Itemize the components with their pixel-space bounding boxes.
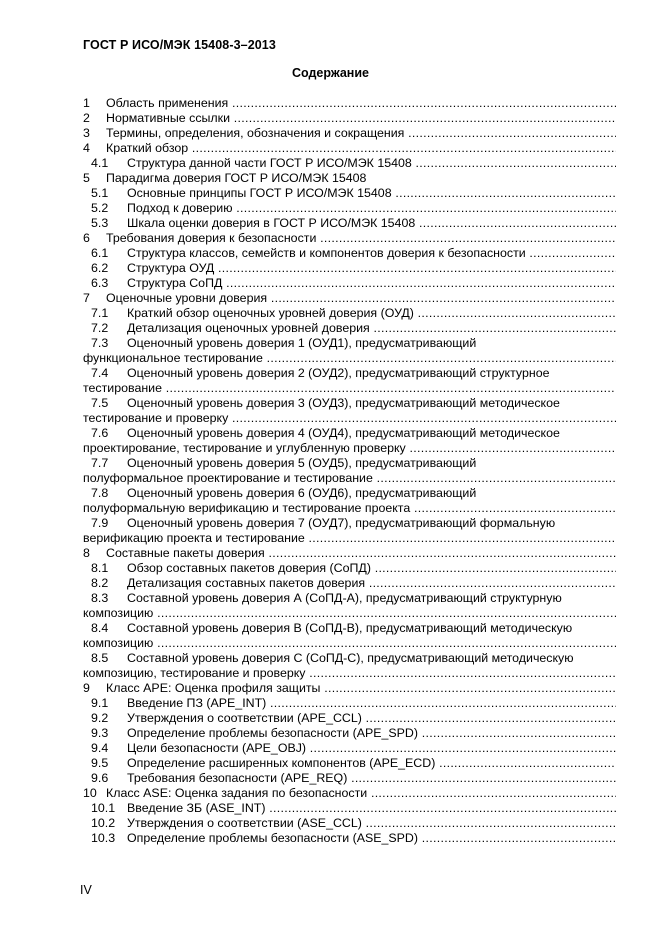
toc-entry-title: полуформальное проектирование и тестирование ..... — [83, 471, 616, 486]
toc-entry-title: Требования доверия к безопасности ..... — [106, 231, 616, 246]
toc-entry-title: функциональное тестирование ..... — [83, 351, 616, 366]
toc-entry[interactable] — [83, 291, 616, 306]
table-of-contents — [83, 96, 616, 846]
toc-entry-number: 9.4 — [91, 741, 109, 755]
toc-entry-title: Введение ЗБ (ASE_INT) ..... — [127, 801, 616, 816]
toc-entry-number: 5.2 — [91, 201, 109, 215]
toc-entry-number: 1 — [83, 96, 90, 110]
toc-entry[interactable] — [83, 351, 616, 366]
toc-entry-number: 8.4 — [91, 621, 109, 635]
toc-entry[interactable] — [83, 261, 616, 276]
toc-entry-number: 6.1 — [91, 246, 109, 260]
toc-entry-title: Детализация оценочных уровней доверия ..... — [127, 321, 616, 336]
toc-entry-number: 5.1 — [91, 186, 109, 200]
toc-entry-title: Структура классов, семейств и компонентов доверия к безопасности ..... — [127, 246, 616, 261]
toc-entry[interactable] — [83, 816, 616, 831]
toc-entry-number: 7.6 — [91, 426, 109, 440]
toc-entry-title: Оценочный уровень доверия 3 (ОУД3), предусматривающий методическое — [127, 396, 560, 410]
toc-entry[interactable] — [83, 336, 616, 351]
toc-entry[interactable] — [83, 441, 616, 456]
toc-entry-title: Оценочные уровни доверия ..... — [106, 291, 616, 306]
toc-entry[interactable] — [83, 696, 616, 711]
toc-entry-number: 10.3 — [91, 831, 116, 845]
toc-entry-title: Составной уровень доверия В (СоПД-В), предусматривающий методическую — [127, 621, 573, 635]
toc-entry[interactable] — [83, 516, 616, 531]
toc-entry-title: Шкала оценки доверия в ГОСТ Р ИСО/МЭК 15408 ..... — [127, 216, 616, 231]
toc-entry[interactable] — [83, 651, 616, 666]
toc-entry-title: тестирование ..... — [83, 381, 616, 396]
toc-entry-number: 9.2 — [91, 711, 109, 725]
toc-entry[interactable] — [83, 231, 616, 246]
toc-entry[interactable] — [83, 786, 616, 801]
toc-entry-number: 10.1 — [91, 801, 116, 815]
toc-entry-title: Требования безопасности (APE_REQ) ..... — [127, 771, 616, 786]
toc-entry[interactable] — [83, 771, 616, 786]
toc-entry[interactable] — [83, 201, 616, 216]
toc-entry-title: Составной уровень доверия А (СоПД-А), предусматривающий структурную — [127, 591, 562, 605]
toc-entry[interactable] — [83, 711, 616, 726]
toc-entry-title: Определение проблемы безопасности (APE_SPD) ..... — [127, 726, 616, 741]
toc-entry[interactable] — [83, 411, 616, 426]
toc-entry[interactable] — [83, 426, 616, 441]
toc-entry-title: Оценочный уровень доверия 7 (ОУД7), предусматривающий формальную — [127, 516, 556, 530]
toc-entry-number: 9.5 — [91, 756, 109, 770]
toc-entry-title: Термины, определения, обозначения и сокращения ..... — [106, 126, 616, 141]
toc-entry-title: тестирование и проверку ..... — [83, 411, 616, 426]
toc-entry[interactable] — [83, 756, 616, 771]
toc-entry[interactable] — [83, 831, 616, 846]
toc-entry[interactable] — [83, 186, 616, 201]
toc-entry[interactable] — [83, 156, 616, 171]
toc-entry-title: верификацию проекта и тестирование ..... — [83, 531, 616, 546]
toc-entry-number: 7.8 — [91, 486, 109, 500]
toc-entry-number: 7.1 — [91, 306, 109, 320]
toc-entry[interactable] — [83, 111, 616, 126]
toc-entry[interactable] — [83, 366, 616, 381]
toc-entry-title: Цели безопасности (APE_OBJ) ..... — [127, 741, 616, 756]
toc-entry-title: Структура ОУД ..... — [127, 261, 616, 276]
toc-entry-title: Основные принципы ГОСТ Р ИСО/МЭК 15408 ..... — [127, 186, 616, 201]
toc-entry-number: 7.7 — [91, 456, 109, 470]
toc-entry[interactable] — [83, 216, 616, 231]
toc-entry-title: Оценочный уровень доверия 5 (ОУД5), предусматривающий — [127, 456, 477, 470]
toc-entry-number: 7.2 — [91, 321, 109, 335]
toc-entry-title: Оценочный уровень доверия 1 (ОУД1), предусматривающий — [127, 336, 477, 350]
toc-entry-number: 4.1 — [91, 156, 109, 170]
toc-entry[interactable] — [83, 471, 616, 486]
toc-entry-title: Краткий обзор ..... — [106, 141, 616, 156]
toc-entry-title: Нормативные ссылки ..... — [106, 111, 616, 126]
toc-entry-title: Класс ASE: Оценка задания по безопасности ..... — [106, 786, 616, 801]
toc-entry[interactable] — [83, 741, 616, 756]
toc-entry[interactable] — [83, 126, 616, 141]
document-code: ГОСТ Р ИСО/МЭК 15408-3–2013 — [83, 38, 276, 52]
toc-entry-title: композицию ..... — [83, 636, 616, 651]
toc-entry[interactable] — [83, 576, 616, 591]
toc-entry[interactable] — [83, 726, 616, 741]
toc-entry[interactable] — [83, 141, 616, 156]
toc-entry[interactable] — [83, 501, 616, 516]
toc-entry-title: композицию ..... — [83, 606, 616, 621]
toc-entry-title: Оценочный уровень доверия 6 (ОУД6), предусматривающий — [127, 486, 477, 500]
toc-entry[interactable] — [83, 456, 616, 471]
toc-entry[interactable] — [83, 396, 616, 411]
toc-entry[interactable] — [83, 306, 616, 321]
toc-entry-number: 9 — [83, 681, 90, 695]
toc-entry[interactable] — [83, 96, 616, 111]
toc-entry[interactable] — [83, 621, 616, 636]
toc-entry-number: 6 — [83, 231, 90, 245]
toc-entry[interactable] — [83, 246, 616, 261]
toc-entry[interactable] — [83, 561, 616, 576]
toc-entry[interactable] — [83, 681, 616, 696]
toc-entry-title: Введение ПЗ (APE_INT) ..... — [127, 696, 616, 711]
toc-entry[interactable] — [83, 801, 616, 816]
toc-entry-title: Утверждения о соответствии (ASE_CCL) ..... — [127, 816, 616, 831]
toc-entry[interactable] — [83, 591, 616, 606]
toc-entry-number: 7 — [83, 291, 90, 305]
toc-entry-number: 7.4 — [91, 366, 109, 380]
toc-entry-number: 10 — [83, 786, 97, 800]
toc-entry-title: Оценочный уровень доверия 4 (ОУД4), предусматривающий методическое — [127, 426, 560, 440]
toc-entry-number: 10.2 — [91, 816, 116, 830]
toc-entry-number: 6.2 — [91, 261, 109, 275]
toc-entry-number: 4 — [83, 141, 90, 155]
toc-entry-number: 8 — [83, 546, 90, 560]
toc-entry[interactable] — [83, 486, 616, 501]
toc-entry[interactable] — [83, 606, 616, 621]
toc-entry-title: Структура СоПД ..... — [127, 276, 616, 291]
toc-entry-title: Область применения ..... — [106, 96, 616, 111]
toc-entry-number: 8.5 — [91, 651, 109, 665]
toc-entry-number: 2 — [83, 111, 90, 125]
toc-entry-title: Составной уровень доверия С (СоПД-С), предусматривающий методическую — [127, 651, 574, 665]
toc-entry-title: Структура данной части ГОСТ Р ИСО/МЭК 15408 ..... — [127, 156, 616, 171]
toc-entry-number: 9.1 — [91, 696, 109, 710]
toc-entry-number: 8.1 — [91, 561, 109, 575]
toc-entry-title: Обзор составных пакетов доверия (СоПД) ..... — [127, 561, 616, 576]
toc-entry[interactable] — [83, 321, 616, 336]
toc-entry[interactable] — [83, 636, 616, 651]
toc-entry-number: 7.3 — [91, 336, 109, 350]
toc-entry-title: полуформальную верификацию и тестирование проекта ..... — [83, 501, 616, 516]
toc-entry-title: Подход к доверию ..... — [127, 201, 616, 216]
toc-entry[interactable] — [83, 381, 616, 396]
toc-entry-number: 5.3 — [91, 216, 109, 230]
toc-entry-number: 5 — [83, 171, 90, 185]
toc-entry-title: проектирование, тестирование и углубленную проверку ..... — [83, 441, 616, 456]
page-number: IV — [80, 883, 92, 897]
toc-entry-title: Составные пакеты доверия ..... — [106, 546, 616, 561]
toc-entry-title: Определение расширенных компонентов (APE_ECD) ..... — [127, 756, 616, 771]
toc-entry[interactable] — [83, 171, 616, 186]
toc-entry-title: Детализация составных пакетов доверия ..... — [127, 576, 616, 591]
toc-entry-number: 7.5 — [91, 396, 109, 410]
toc-entry[interactable] — [83, 531, 616, 546]
toc-entry-title: Парадигма доверия ГОСТ Р ИСО/МЭК 15408 — [106, 171, 367, 185]
toc-entry-title: Класс APE: Оценка профиля защиты ..... — [106, 681, 616, 696]
toc-entry-number: 8.2 — [91, 576, 109, 590]
toc-entry-number: 7.9 — [91, 516, 109, 530]
toc-entry[interactable] — [83, 666, 616, 681]
toc-entry-title: Краткий обзор оценочных уровней доверия (ОУД) ..... — [127, 306, 616, 321]
toc-entry-number: 9.6 — [91, 771, 109, 785]
toc-entry-number: 6.3 — [91, 276, 109, 290]
toc-entry-number: 8.3 — [91, 591, 109, 605]
toc-entry-title: Утверждения о соответствии (APE_CCL) ..... — [127, 711, 616, 726]
toc-entry-number: 3 — [83, 126, 90, 140]
toc-title: Содержание — [291, 66, 369, 80]
toc-entry-title: Оценочный уровень доверия 2 (ОУД2), предусматривающий структурное — [127, 366, 550, 380]
toc-entry-title: Определение проблемы безопасности (ASE_SPD) ..... — [127, 831, 616, 846]
toc-entry-title: композицию, тестирование и проверку ..... — [83, 666, 616, 681]
toc-entry-number: 9.3 — [91, 726, 109, 740]
toc-entry[interactable] — [83, 276, 616, 291]
toc-entry[interactable] — [83, 546, 616, 561]
